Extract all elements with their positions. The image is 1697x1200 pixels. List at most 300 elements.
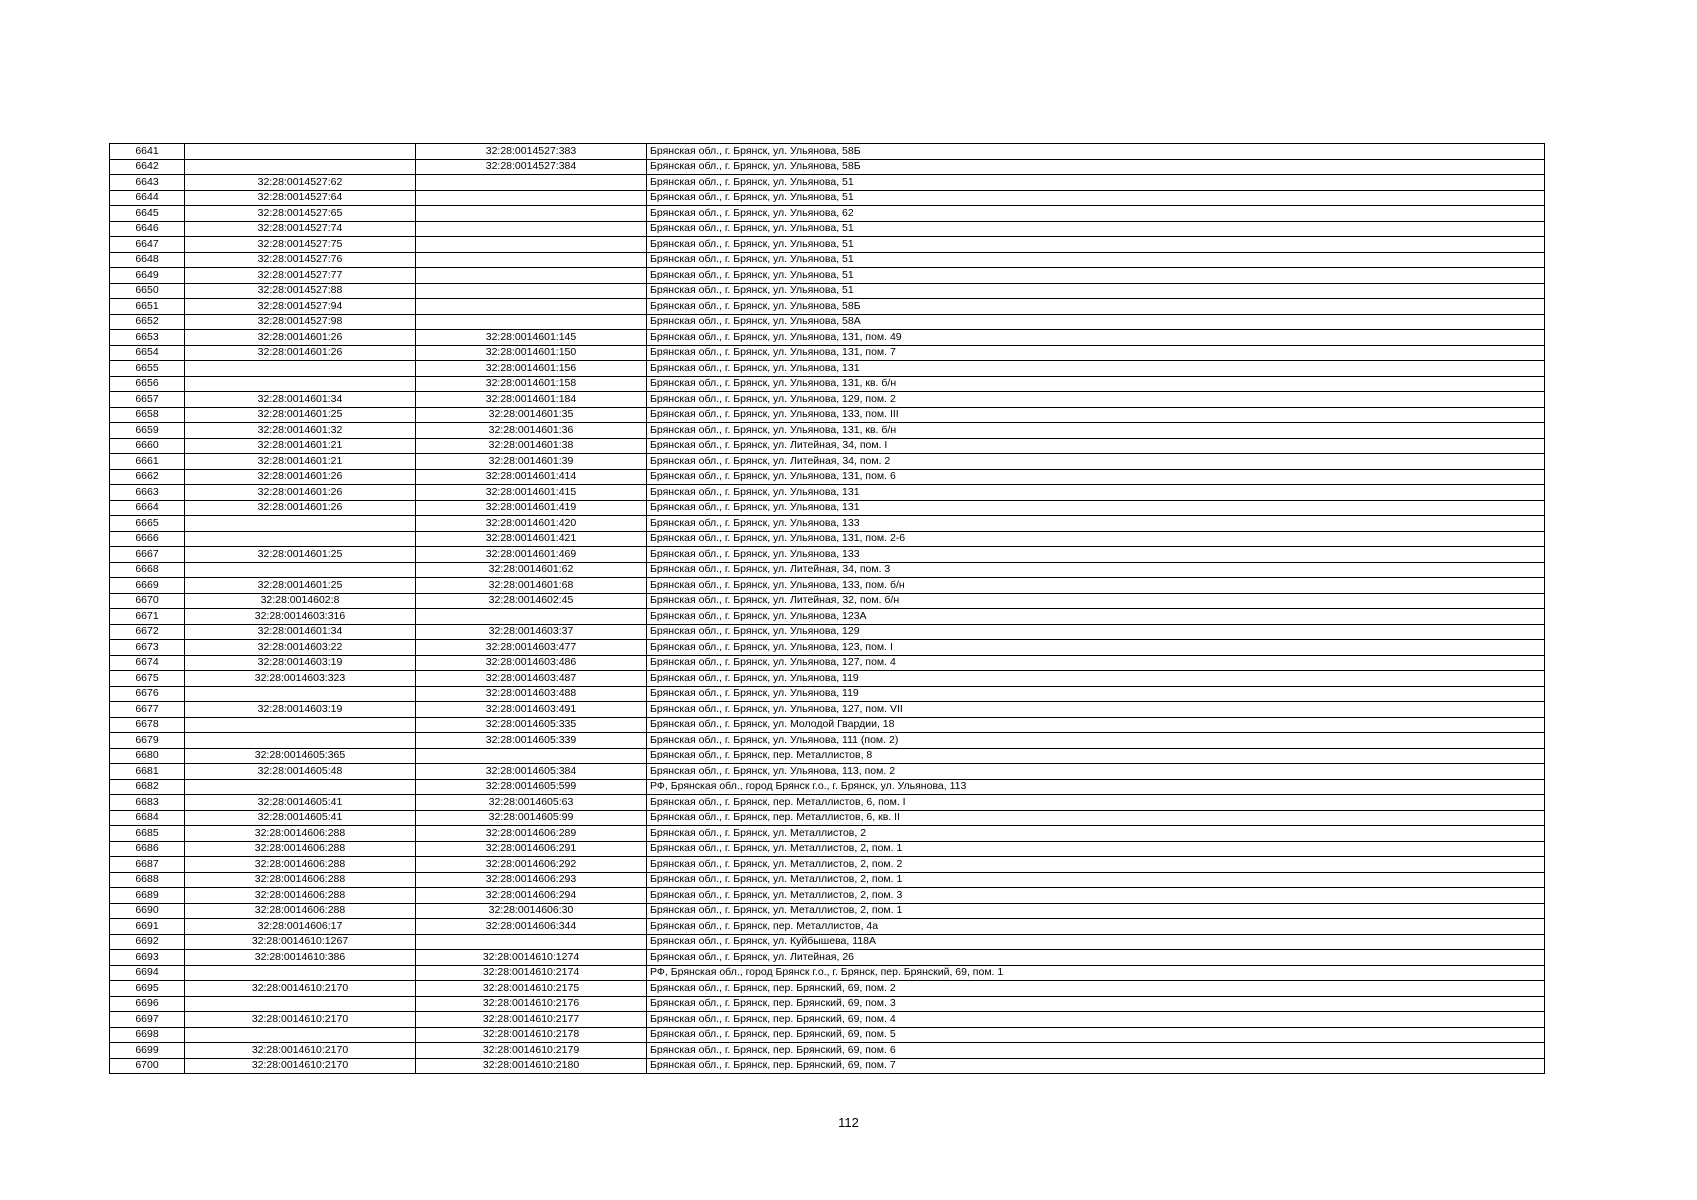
address-cell: Брянская обл., г. Брянск, ул. Ульянова, 127, пом. 4 [647, 655, 1545, 671]
row-number-cell: 6660 [110, 438, 185, 454]
row-number-cell: 6681 [110, 764, 185, 780]
address-cell: Брянская обл., г. Брянск, ул. Металлистов, 2, пом. 1 [647, 872, 1545, 888]
object-cadastral-number-cell: 32:28:0014606:293 [416, 872, 647, 888]
row-number-cell: 6694 [110, 965, 185, 981]
parcel-cadastral-number-cell: 32:28:0014606:288 [185, 872, 416, 888]
table-row [110, 144, 1545, 160]
object-cadastral-number-cell: 32:28:0014527:383 [416, 144, 647, 160]
object-cadastral-number-cell: 32:28:0014601:36 [416, 423, 647, 439]
address-cell: Брянская обл., г. Брянск, ул. Ульянова, 58Б [647, 144, 1545, 160]
row-number-cell: 6697 [110, 1012, 185, 1028]
row-number-cell: 6699 [110, 1043, 185, 1059]
parcel-cadastral-number-cell: 32:28:0014603:19 [185, 655, 416, 671]
table-row [110, 438, 1545, 454]
object-cadastral-number-cell: 32:28:0014606:294 [416, 888, 647, 904]
page-number: 112 [838, 1115, 859, 1130]
object-cadastral-number-cell: 32:28:0014605:335 [416, 717, 647, 733]
row-number-cell: 6646 [110, 221, 185, 237]
table-row [110, 252, 1545, 268]
table-row [110, 609, 1545, 625]
row-number-cell: 6675 [110, 671, 185, 687]
table-row [110, 795, 1545, 811]
parcel-cadastral-number-cell: 32:28:0014601:26 [185, 469, 416, 485]
row-number-cell: 6658 [110, 407, 185, 423]
table-row [110, 857, 1545, 873]
object-cadastral-number-cell [416, 609, 647, 625]
object-cadastral-number-cell: 32:28:0014606:291 [416, 841, 647, 857]
address-cell: Брянская обл., г. Брянск, ул. Ульянова, 51 [647, 221, 1545, 237]
object-cadastral-number-cell: 32:28:0014601:150 [416, 345, 647, 361]
parcel-cadastral-number-cell [185, 733, 416, 749]
object-cadastral-number-cell [416, 268, 647, 284]
object-cadastral-number-cell: 32:28:0014601:39 [416, 454, 647, 470]
table-row [110, 965, 1545, 981]
row-number-cell: 6674 [110, 655, 185, 671]
parcel-cadastral-number-cell: 32:28:0014603:316 [185, 609, 416, 625]
object-cadastral-number-cell: 32:28:0014601:414 [416, 469, 647, 485]
table-row [110, 764, 1545, 780]
parcel-cadastral-number-cell: 32:28:0014527:76 [185, 252, 416, 268]
object-cadastral-number-cell: 32:28:0014610:1274 [416, 950, 647, 966]
table-row [110, 469, 1545, 485]
row-number-cell: 6698 [110, 1027, 185, 1043]
row-number-cell: 6668 [110, 562, 185, 578]
parcel-cadastral-number-cell: 32:28:0014606:288 [185, 841, 416, 857]
address-cell: РФ, Брянская обл., город Брянск г.о., г. Брянск, пер. Брянский, 69, пом. 1 [647, 965, 1545, 981]
parcel-cadastral-number-cell: 32:28:0014601:26 [185, 500, 416, 516]
row-number-cell: 6662 [110, 469, 185, 485]
parcel-cadastral-number-cell: 32:28:0014527:62 [185, 175, 416, 191]
parcel-cadastral-number-cell: 32:28:0014601:21 [185, 438, 416, 454]
row-number-cell: 6665 [110, 516, 185, 532]
address-cell: Брянская обл., г. Брянск, ул. Литейная, 32, пом. б/н [647, 593, 1545, 609]
object-cadastral-number-cell: 32:28:0014605:339 [416, 733, 647, 749]
address-cell: Брянская обл., г. Брянск, пер. Брянский, 69, пом. 7 [647, 1058, 1545, 1074]
parcel-cadastral-number-cell: 32:28:0014601:26 [185, 345, 416, 361]
object-cadastral-number-cell: 32:28:0014601:38 [416, 438, 647, 454]
address-cell: Брянская обл., г. Брянск, ул. Литейная, 34, пом. 3 [647, 562, 1545, 578]
object-cadastral-number-cell: 32:28:0014605:384 [416, 764, 647, 780]
address-cell: Брянская обл., г. Брянск, ул. Ульянова, 62 [647, 206, 1545, 222]
address-cell: Брянская обл., г. Брянск, ул. Ульянова, 123А [647, 609, 1545, 625]
address-cell: Брянская обл., г. Брянск, ул. Ульянова, 123, пом. I [647, 640, 1545, 656]
parcel-cadastral-number-cell: 32:28:0014601:34 [185, 624, 416, 640]
parcel-cadastral-number-cell [185, 144, 416, 160]
row-number-cell: 6691 [110, 919, 185, 935]
table-row [110, 779, 1545, 795]
row-number-cell: 6696 [110, 996, 185, 1012]
parcel-cadastral-number-cell [185, 1027, 416, 1043]
row-number-cell: 6663 [110, 485, 185, 501]
row-number-cell: 6642 [110, 159, 185, 175]
object-cadastral-number-cell: 32:28:0014603:477 [416, 640, 647, 656]
parcel-cadastral-number-cell: 32:28:0014601:25 [185, 547, 416, 563]
parcel-cadastral-number-cell: 32:28:0014610:2170 [185, 1012, 416, 1028]
address-cell: Брянская обл., г. Брянск, пер. Брянский, 69, пом. 5 [647, 1027, 1545, 1043]
address-cell: Брянская обл., г. Брянск, пер. Металлистов, 8 [647, 748, 1545, 764]
address-cell: Брянская обл., г. Брянск, пер. Брянский, 69, пом. 6 [647, 1043, 1545, 1059]
row-number-cell: 6652 [110, 314, 185, 330]
address-cell: Брянская обл., г. Брянск, ул. Ульянова, 51 [647, 252, 1545, 268]
table-row [110, 345, 1545, 361]
row-number-cell: 6672 [110, 624, 185, 640]
address-cell: Брянская обл., г. Брянск, ул. Ульянова, 129 [647, 624, 1545, 640]
table-row [110, 1043, 1545, 1059]
table-row [110, 376, 1545, 392]
parcel-cadastral-number-cell: 32:28:0014606:288 [185, 903, 416, 919]
parcel-cadastral-number-cell: 32:28:0014610:1267 [185, 934, 416, 950]
row-number-cell: 6655 [110, 361, 185, 377]
object-cadastral-number-cell: 32:28:0014601:145 [416, 330, 647, 346]
address-cell: Брянская обл., г. Брянск, ул. Ульянова, 131 [647, 485, 1545, 501]
row-number-cell: 6687 [110, 857, 185, 873]
parcel-cadastral-number-cell: 32:28:0014527:65 [185, 206, 416, 222]
address-cell: Брянская обл., г. Брянск, ул. Ульянова, 127, пом. VII [647, 702, 1545, 718]
address-cell: Брянская обл., г. Брянск, пер. Металлистов, 4а [647, 919, 1545, 935]
address-cell: Брянская обл., г. Брянск, пер. Брянский, 69, пом. 3 [647, 996, 1545, 1012]
table-row [110, 407, 1545, 423]
table-row [110, 996, 1545, 1012]
table-row [110, 190, 1545, 206]
table-row [110, 702, 1545, 718]
object-cadastral-number-cell [416, 283, 647, 299]
row-number-cell: 6678 [110, 717, 185, 733]
object-cadastral-number-cell: 32:28:0014601:419 [416, 500, 647, 516]
object-cadastral-number-cell: 32:28:0014601:68 [416, 578, 647, 594]
address-cell: Брянская обл., г. Брянск, пер. Брянский, 69, пом. 4 [647, 1012, 1545, 1028]
row-number-cell: 6695 [110, 981, 185, 997]
object-cadastral-number-cell: 32:28:0014603:486 [416, 655, 647, 671]
table-row [110, 268, 1545, 284]
address-cell: Брянская обл., г. Брянск, ул. Ульянова, 131, кв. б/н [647, 423, 1545, 439]
row-number-cell: 6685 [110, 826, 185, 842]
table-row [110, 423, 1545, 439]
row-number-cell: 6661 [110, 454, 185, 470]
table-row [110, 1012, 1545, 1028]
table-row [110, 237, 1545, 253]
table-row [110, 748, 1545, 764]
address-cell: Брянская обл., г. Брянск, ул. Ульянова, 129, пом. 2 [647, 392, 1545, 408]
row-number-cell: 6680 [110, 748, 185, 764]
object-cadastral-number-cell: 32:28:0014603:487 [416, 671, 647, 687]
address-cell: Брянская обл., г. Брянск, ул. Ульянова, 131, пом. 7 [647, 345, 1545, 361]
row-number-cell: 6648 [110, 252, 185, 268]
row-number-cell: 6682 [110, 779, 185, 795]
table-row [110, 717, 1545, 733]
row-number-cell: 6684 [110, 810, 185, 826]
row-number-cell: 6643 [110, 175, 185, 191]
object-cadastral-number-cell: 32:28:0014605:63 [416, 795, 647, 811]
row-number-cell: 6673 [110, 640, 185, 656]
address-cell: Брянская обл., г. Брянск, ул. Металлистов, 2, пом. 3 [647, 888, 1545, 904]
row-number-cell: 6689 [110, 888, 185, 904]
table-row [110, 640, 1545, 656]
address-cell: РФ, Брянская обл., город Брянск г.о., г. Брянск, ул. Ульянова, 113 [647, 779, 1545, 795]
row-number-cell: 6641 [110, 144, 185, 160]
table-row [110, 826, 1545, 842]
row-number-cell: 6676 [110, 686, 185, 702]
row-number-cell: 6650 [110, 283, 185, 299]
parcel-cadastral-number-cell [185, 717, 416, 733]
address-cell: Брянская обл., г. Брянск, ул. Ульянова, 51 [647, 283, 1545, 299]
address-cell: Брянская обл., г. Брянск, пер. Брянский, 69, пом. 2 [647, 981, 1545, 997]
object-cadastral-number-cell [416, 748, 647, 764]
table-row [110, 1058, 1545, 1074]
address-cell: Брянская обл., г. Брянск, ул. Металлистов, 2, пом. 2 [647, 857, 1545, 873]
table-row [110, 159, 1545, 175]
table-row [110, 872, 1545, 888]
table-row [110, 810, 1545, 826]
object-cadastral-number-cell: 32:28:0014601:415 [416, 485, 647, 501]
parcel-cadastral-number-cell [185, 516, 416, 532]
address-cell: Брянская обл., г. Брянск, ул. Ульянова, 133, пом. III [647, 407, 1545, 423]
parcel-cadastral-number-cell: 32:28:0014527:98 [185, 314, 416, 330]
table-row [110, 655, 1545, 671]
row-number-cell: 6654 [110, 345, 185, 361]
object-cadastral-number-cell: 32:28:0014605:599 [416, 779, 647, 795]
object-cadastral-number-cell: 32:28:0014610:2177 [416, 1012, 647, 1028]
table-row [110, 888, 1545, 904]
table-row [110, 531, 1545, 547]
table-row [110, 950, 1545, 966]
row-number-cell: 6651 [110, 299, 185, 315]
row-number-cell: 6656 [110, 376, 185, 392]
table-row [110, 841, 1545, 857]
registry-table [109, 143, 1545, 1074]
address-cell: Брянская обл., г. Брянск, ул. Литейная, 26 [647, 950, 1545, 966]
address-cell: Брянская обл., г. Брянск, ул. Ульянова, 119 [647, 671, 1545, 687]
object-cadastral-number-cell: 32:28:0014610:2178 [416, 1027, 647, 1043]
row-number-cell: 6664 [110, 500, 185, 516]
object-cadastral-number-cell: 32:28:0014603:491 [416, 702, 647, 718]
parcel-cadastral-number-cell: 32:28:0014610:2170 [185, 1043, 416, 1059]
address-cell: Брянская обл., г. Брянск, ул. Ульянова, 131 [647, 361, 1545, 377]
table-row [110, 299, 1545, 315]
parcel-cadastral-number-cell [185, 361, 416, 377]
address-cell: Брянская обл., г. Брянск, ул. Ульянова, 131 [647, 500, 1545, 516]
address-cell: Брянская обл., г. Брянск, ул. Литейная, 34, пом. 2 [647, 454, 1545, 470]
row-number-cell: 6683 [110, 795, 185, 811]
row-number-cell: 6657 [110, 392, 185, 408]
object-cadastral-number-cell: 32:28:0014605:99 [416, 810, 647, 826]
row-number-cell: 6653 [110, 330, 185, 346]
address-cell: Брянская обл., г. Брянск, ул. Ульянова, 131, пом. 6 [647, 469, 1545, 485]
parcel-cadastral-number-cell [185, 159, 416, 175]
table-row [110, 221, 1545, 237]
object-cadastral-number-cell: 32:28:0014601:35 [416, 407, 647, 423]
parcel-cadastral-number-cell: 32:28:0014606:17 [185, 919, 416, 935]
table-row [110, 578, 1545, 594]
parcel-cadastral-number-cell: 32:28:0014610:2170 [185, 981, 416, 997]
table-row [110, 686, 1545, 702]
address-cell: Брянская обл., г. Брянск, ул. Молодой Гвардии, 18 [647, 717, 1545, 733]
parcel-cadastral-number-cell: 32:28:0014601:26 [185, 330, 416, 346]
object-cadastral-number-cell: 32:28:0014527:384 [416, 159, 647, 175]
parcel-cadastral-number-cell: 32:28:0014610:386 [185, 950, 416, 966]
row-number-cell: 6700 [110, 1058, 185, 1074]
parcel-cadastral-number-cell: 32:28:0014601:34 [185, 392, 416, 408]
row-number-cell: 6693 [110, 950, 185, 966]
table-row [110, 981, 1545, 997]
parcel-cadastral-number-cell: 32:28:0014527:88 [185, 283, 416, 299]
object-cadastral-number-cell: 32:28:0014603:488 [416, 686, 647, 702]
parcel-cadastral-number-cell: 32:28:0014603:22 [185, 640, 416, 656]
address-cell: Брянская обл., г. Брянск, ул. Металлистов, 2 [647, 826, 1545, 842]
parcel-cadastral-number-cell: 32:28:0014605:48 [185, 764, 416, 780]
row-number-cell: 6669 [110, 578, 185, 594]
table-row [110, 314, 1545, 330]
row-number-cell: 6671 [110, 609, 185, 625]
row-number-cell: 6649 [110, 268, 185, 284]
address-cell: Брянская обл., г. Брянск, ул. Литейная, 34, пом. I [647, 438, 1545, 454]
object-cadastral-number-cell [416, 237, 647, 253]
parcel-cadastral-number-cell: 32:28:0014605:365 [185, 748, 416, 764]
object-cadastral-number-cell: 32:28:0014606:344 [416, 919, 647, 935]
parcel-cadastral-number-cell [185, 531, 416, 547]
address-cell: Брянская обл., г. Брянск, ул. Куйбышева, 118А [647, 934, 1545, 950]
object-cadastral-number-cell: 32:28:0014603:37 [416, 624, 647, 640]
object-cadastral-number-cell: 32:28:0014610:2180 [416, 1058, 647, 1074]
parcel-cadastral-number-cell: 32:28:0014605:41 [185, 795, 416, 811]
table-row [110, 361, 1545, 377]
row-number-cell: 6688 [110, 872, 185, 888]
object-cadastral-number-cell: 32:28:0014610:2175 [416, 981, 647, 997]
object-cadastral-number-cell: 32:28:0014601:156 [416, 361, 647, 377]
address-cell: Брянская обл., г. Брянск, ул. Ульянова, 119 [647, 686, 1545, 702]
object-cadastral-number-cell: 32:28:0014606:292 [416, 857, 647, 873]
address-cell: Брянская обл., г. Брянск, ул. Ульянова, 131, пом. 2-6 [647, 531, 1545, 547]
parcel-cadastral-number-cell: 32:28:0014603:323 [185, 671, 416, 687]
address-cell: Брянская обл., г. Брянск, пер. Металлистов, 6, кв. II [647, 810, 1545, 826]
row-number-cell: 6644 [110, 190, 185, 206]
row-number-cell: 6686 [110, 841, 185, 857]
object-cadastral-number-cell [416, 314, 647, 330]
table-row [110, 903, 1545, 919]
address-cell: Брянская обл., г. Брянск, ул. Металлистов, 2, пом. 1 [647, 903, 1545, 919]
row-number-cell: 6659 [110, 423, 185, 439]
parcel-cadastral-number-cell: 32:28:0014606:288 [185, 857, 416, 873]
table-row [110, 562, 1545, 578]
table-row [110, 733, 1545, 749]
object-cadastral-number-cell: 32:28:0014606:289 [416, 826, 647, 842]
address-cell: Брянская обл., г. Брянск, ул. Ульянова, 51 [647, 237, 1545, 253]
parcel-cadastral-number-cell [185, 779, 416, 795]
object-cadastral-number-cell: 32:28:0014602:45 [416, 593, 647, 609]
parcel-cadastral-number-cell: 32:28:0014603:19 [185, 702, 416, 718]
table-row [110, 392, 1545, 408]
table-row [110, 283, 1545, 299]
parcel-cadastral-number-cell: 32:28:0014527:77 [185, 268, 416, 284]
parcel-cadastral-number-cell: 32:28:0014527:64 [185, 190, 416, 206]
table-row [110, 485, 1545, 501]
object-cadastral-number-cell [416, 206, 647, 222]
table-row [110, 175, 1545, 191]
object-cadastral-number-cell: 32:28:0014601:158 [416, 376, 647, 392]
parcel-cadastral-number-cell: 32:28:0014606:288 [185, 888, 416, 904]
row-number-cell: 6647 [110, 237, 185, 253]
address-cell: Брянская обл., г. Брянск, ул. Ульянова, 58Б [647, 159, 1545, 175]
parcel-cadastral-number-cell [185, 376, 416, 392]
table-row [110, 934, 1545, 950]
object-cadastral-number-cell: 32:28:0014610:2176 [416, 996, 647, 1012]
address-cell: Брянская обл., г. Брянск, ул. Ульянова, 131, пом. 49 [647, 330, 1545, 346]
row-number-cell: 6667 [110, 547, 185, 563]
row-number-cell: 6670 [110, 593, 185, 609]
address-cell: Брянская обл., г. Брянск, пер. Металлистов, 6, пом. I [647, 795, 1545, 811]
parcel-cadastral-number-cell: 32:28:0014601:26 [185, 485, 416, 501]
parcel-cadastral-number-cell [185, 562, 416, 578]
object-cadastral-number-cell: 32:28:0014601:421 [416, 531, 647, 547]
table-row [110, 500, 1545, 516]
table-row [110, 593, 1545, 609]
address-cell: Брянская обл., г. Брянск, ул. Ульянова, 113, пом. 2 [647, 764, 1545, 780]
table-row [110, 206, 1545, 222]
parcel-cadastral-number-cell: 32:28:0014527:75 [185, 237, 416, 253]
parcel-cadastral-number-cell: 32:28:0014602:8 [185, 593, 416, 609]
object-cadastral-number-cell [416, 299, 647, 315]
parcel-cadastral-number-cell [185, 965, 416, 981]
object-cadastral-number-cell [416, 175, 647, 191]
address-cell: Брянская обл., г. Брянск, ул. Ульянова, 58А [647, 314, 1545, 330]
table-row [110, 454, 1545, 470]
row-number-cell: 6692 [110, 934, 185, 950]
object-cadastral-number-cell [416, 221, 647, 237]
registry-table-body [110, 144, 1545, 1074]
address-cell: Брянская обл., г. Брянск, ул. Ульянова, 111 (пом. 2) [647, 733, 1545, 749]
table-row [110, 516, 1545, 532]
parcel-cadastral-number-cell: 32:28:0014601:21 [185, 454, 416, 470]
parcel-cadastral-number-cell: 32:28:0014601:25 [185, 578, 416, 594]
row-number-cell: 6645 [110, 206, 185, 222]
object-cadastral-number-cell: 32:28:0014601:469 [416, 547, 647, 563]
address-cell: Брянская обл., г. Брянск, ул. Металлистов, 2, пом. 1 [647, 841, 1545, 857]
object-cadastral-number-cell [416, 934, 647, 950]
object-cadastral-number-cell: 32:28:0014601:62 [416, 562, 647, 578]
address-cell: Брянская обл., г. Брянск, ул. Ульянова, 131, кв. б/н [647, 376, 1545, 392]
table-row [110, 1027, 1545, 1043]
parcel-cadastral-number-cell: 32:28:0014601:32 [185, 423, 416, 439]
parcel-cadastral-number-cell [185, 686, 416, 702]
parcel-cadastral-number-cell [185, 996, 416, 1012]
address-cell: Брянская обл., г. Брянск, ул. Ульянова, 51 [647, 268, 1545, 284]
table-row [110, 919, 1545, 935]
row-number-cell: 6666 [110, 531, 185, 547]
table-row [110, 547, 1545, 563]
object-cadastral-number-cell: 32:28:0014601:420 [416, 516, 647, 532]
address-cell: Брянская обл., г. Брянск, ул. Ульянова, 133, пом. б/н [647, 578, 1545, 594]
parcel-cadastral-number-cell: 32:28:0014527:74 [185, 221, 416, 237]
row-number-cell: 6679 [110, 733, 185, 749]
address-cell: Брянская обл., г. Брянск, ул. Ульянова, 51 [647, 175, 1545, 191]
object-cadastral-number-cell: 32:28:0014601:184 [416, 392, 647, 408]
object-cadastral-number-cell: 32:28:0014610:2174 [416, 965, 647, 981]
address-cell: Брянская обл., г. Брянск, ул. Ульянова, 58Б [647, 299, 1545, 315]
address-cell: Брянская обл., г. Брянск, ул. Ульянова, 133 [647, 547, 1545, 563]
address-cell: Брянская обл., г. Брянск, ул. Ульянова, 51 [647, 190, 1545, 206]
table-row [110, 624, 1545, 640]
object-cadastral-number-cell [416, 190, 647, 206]
parcel-cadastral-number-cell: 32:28:0014601:25 [185, 407, 416, 423]
table-row [110, 330, 1545, 346]
parcel-cadastral-number-cell: 32:28:0014606:288 [185, 826, 416, 842]
row-number-cell: 6690 [110, 903, 185, 919]
parcel-cadastral-number-cell: 32:28:0014527:94 [185, 299, 416, 315]
object-cadastral-number-cell: 32:28:0014606:30 [416, 903, 647, 919]
parcel-cadastral-number-cell: 32:28:0014605:41 [185, 810, 416, 826]
parcel-cadastral-number-cell: 32:28:0014610:2170 [185, 1058, 416, 1074]
table-row [110, 671, 1545, 687]
address-cell: Брянская обл., г. Брянск, ул. Ульянова, 133 [647, 516, 1545, 532]
